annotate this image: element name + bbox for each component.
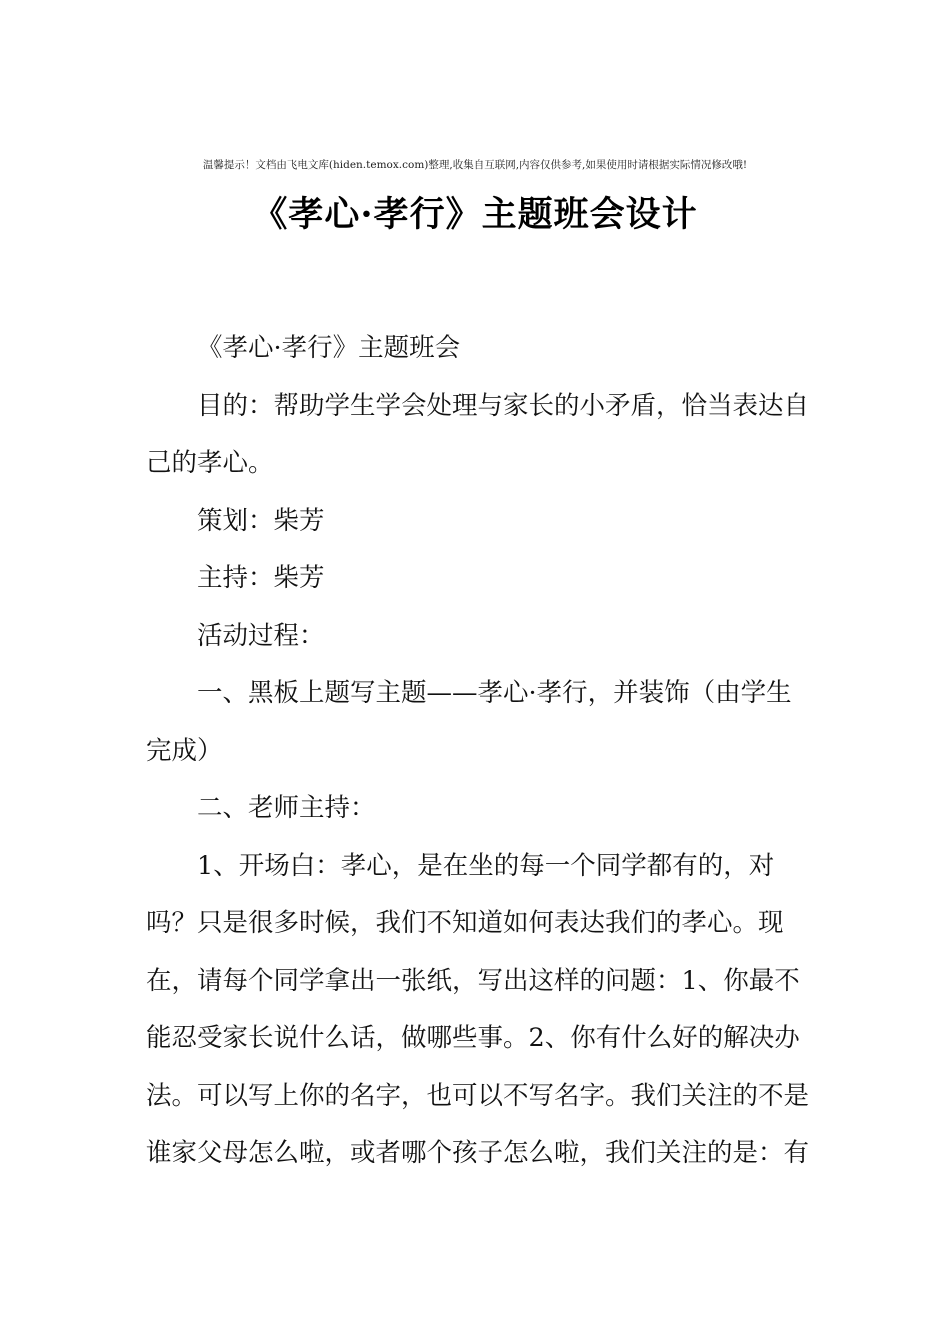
paragraph-subtitle: 《孝心·孝行》主题班会 <box>197 333 461 363</box>
paragraph-host: 主持：柴芳 <box>197 563 325 593</box>
source-notice: 温馨提示！文档由飞电文库(hiden.temox.com)整理,收集自互联网,内容仅供参考,如果使用时请根据实际情况修改哦! <box>202 159 748 171</box>
paragraph-opening-remarks: 1、开场白：孝心，是在坐的每一个同学都有的，对吗？只是很多时候，我们不知道如何表达我们的孝心。现在，请每个同学拿出一张纸，写出这样的问题：1、你最不能忍受家长说什么话，做哪些事。2、你有什么好的解决办法。可以写上你的名字，也可以不写名字。我们关注的不是谁家父母怎么啦，或者哪个孩子怎么啦，我们关注的是：有 <box>146 850 810 1168</box>
paragraph-step-two: 二、老师主持： <box>197 793 376 823</box>
paragraph-step-one: 一、黑板上题写主题——孝心·孝行，并装饰（由学生完成） <box>146 678 792 766</box>
paragraph-process-heading: 活动过程： <box>197 620 325 651</box>
document-body <box>146 320 812 1183</box>
document-title: 《孝心·孝行》主题班会设计 <box>252 194 698 235</box>
paragraph-planner: 策划：柴芳 <box>197 505 325 536</box>
paragraph-purpose: 目的：帮助学生学会处理与家长的小矛盾，恰当表达自己的孝心。 <box>146 390 810 478</box>
